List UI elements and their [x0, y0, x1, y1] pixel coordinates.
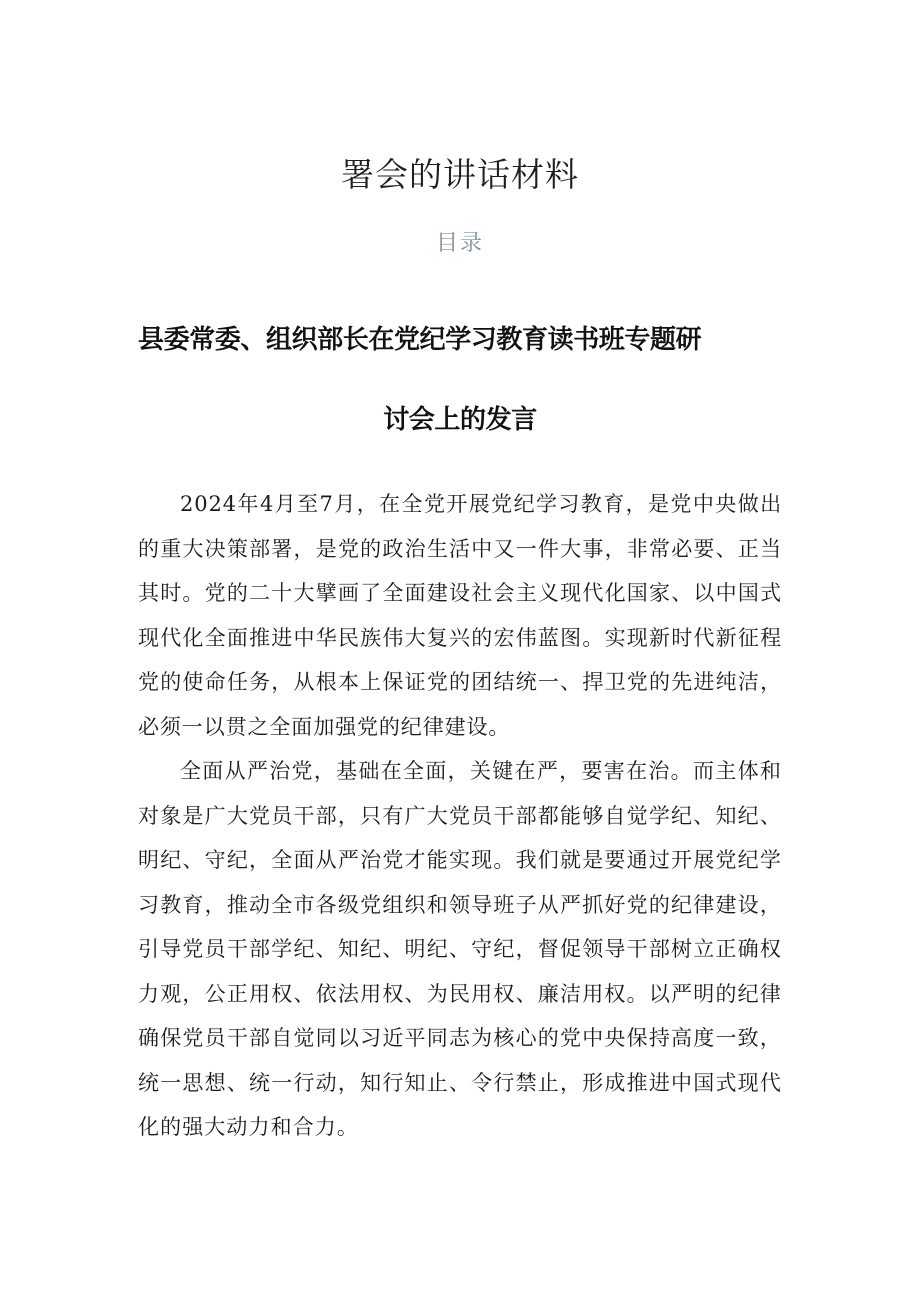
- speech-title-line-1: 县委常委、组织部长在党纪学习教育读书班专题研: [138, 325, 702, 355]
- document-body: [138, 482, 782, 1150]
- table-of-contents-label[interactable]: 目录: [435, 231, 484, 256]
- document-title: 署会的讲话材料: [341, 155, 579, 194]
- body-paragraph-2: 全面从严治党，基础在全面，关键在严，要害在治。而主体和对象是广大党员干部，只有广大党员干部都能够自觉学纪、知纪、明纪、守纪，全面从严治党才能实现。我们就是要通过开展党纪学习教育，推动全市各级党组织和领导班子从严抓好党的纪律建设，引导党员干部学纪、知纪、明纪、守纪，督促领导干部树立正确权力观，公正用权、依法用权、为民用权、廉洁用权。以严明的纪律确保党员干部自觉同以习近平同志为核心的党中央保持高度一致，统一思想、统一行动，知行知止、令行禁止，形成推进中国式现代化的强大动力和合力。: [138, 759, 782, 1139]
- body-paragraph-1: 2024年4月至7月，在全党开展党纪学习教育，是党中央做出的重大决策部署，是党的政治生活中又一件大事，非常必要、正当其时。党的二十大擘画了全面建设社会主义现代化国家、以中国式现代化全面推进中华民族伟大复兴的宏伟蓝图。实现新时代新征程党的使命任务，从根本上保证党的团结统一、捍卫党的先进纯洁，必须一以贯之全面加强党的纪律建设。: [138, 492, 782, 739]
- speech-title-line-2: 讨会上的发言: [383, 405, 537, 435]
